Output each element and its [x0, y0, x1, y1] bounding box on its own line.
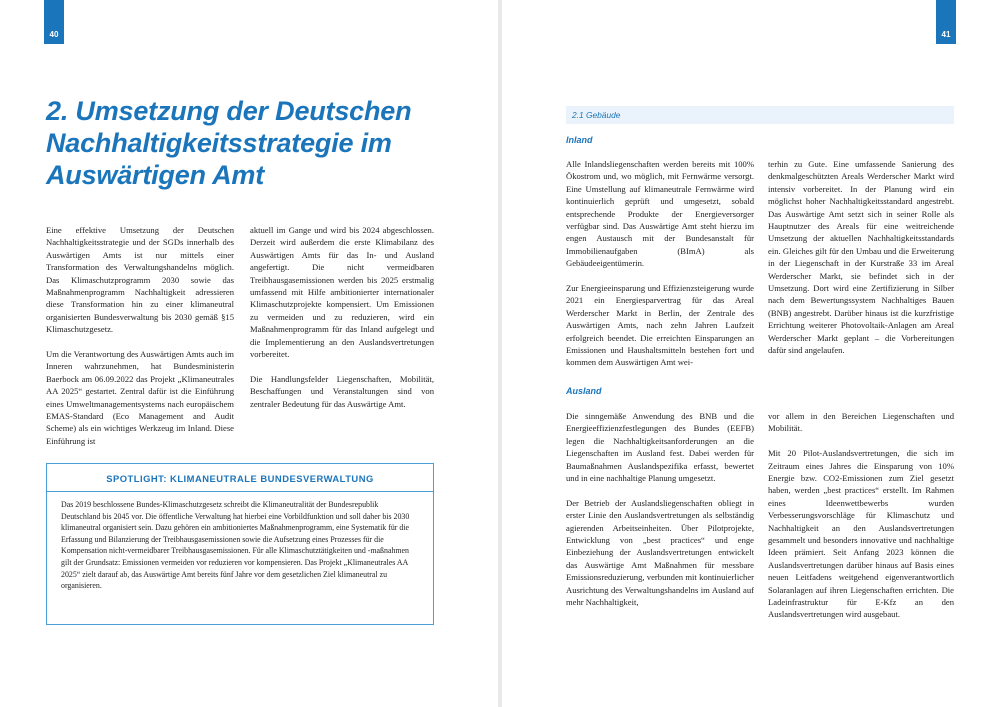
subheading-inland: Inland: [566, 135, 593, 145]
section-heading-bar: [566, 106, 954, 124]
paragraph: Um die Verantwortung des Auswärtigen Amts auch im Inneren wahrzunehmen, hat Bundesministerin Baerbock am 06.09.2022 das Projekt „Klimaneutrales AA 2025“ gestartet. Zentral dafür ist die Einführung eines Umweltmanagementsystems nach europäischem EMAS-Standard (Eco Management and Audit Scheme) als ein wichtiges Werkzeug im Inland. Diese Einführung ist: [46, 349, 234, 446]
section-heading: 2.1 Gebäude: [572, 110, 621, 120]
subheading-ausland: Ausland: [566, 386, 602, 396]
left-column-2: [250, 224, 434, 410]
paragraph: Eine effektive Umsetzung der Deutschen Nachhaltigkeitsstrategie und der SGDs innerhalb des Auswärtigen Amts ist nur mittels einer Transformation des Verwaltungshandelns möglich. Das Klimaschutzprogramm 2030 sowie das Maßnahmenprogramm Nachhaltigkeit adressieren diese Transformation hin zu einer klimaneutral organisierten Bundesverwaltung bis 2030 gemäß §15 Klimaschutzgesetz.: [46, 225, 234, 335]
spotlight-divider: [47, 491, 433, 492]
spotlight-body: Das 2019 beschlossene Bundes-Klimaschutzgesetz schreibt die Klimaneutralität der Bundesrepublik Deutschland bis 2045 vor. Die öffentliche Verwaltung hat hierbei eine Vorbildfunktion und soll daher bis 2030 klimaneutral organisiert sein. Dazu gehören ein ambitioniertes Maßnahmenprogramm, eine Systematik für die Erfassung und Bilanzierung der Treibhausgasemissionen sowie die Aufsetzung eines Prozesses für die Kompensation nicht-vermeidbarer Treibhausgasemissionen. Für alle Klimaschutztätigkeiten und -maßnahmen gilt der Grundsatz: Emissionen vermeiden vor reduzieren vor kompensieren. Das Projekt „Klimaneutrales AA 2025“ zielt darauf ab, das Auswärtige Amt bereits fünf Jahre vor dem gesetzlichen Ziel klimaneutral zu organisieren.: [61, 500, 410, 591]
paragraph: terhin zu Gute. Eine umfassende Sanierung des denkmalgeschützten Areals Werderscher Markt wird intensiv vorbereitet. In der Planung wird ein möglichst hoher Nachhaltigkeitsstandard angestrebt. Das Auswärtige Amt setzt sich in seiner Rolle als Hauptnutzer des Areals für eine weitreichende Umsetzung der aktuellen Nachhaltigkeitsstandards ein. Gleiches gilt für den Umbau und die Erweiterung in der Liegenschaft in der Kurstraße 33 im Areal Werderscher Markt, sie befindet sich in der Umsetzung. Dort wird eine Zertifizierung in Silber nach dem Bewertungssystem Nachhaltiges Bauen (BNB) angestrebt. Darüber hinaus ist die kurzfristige Errichtung weiterer Photovoltaik-Anlagen am Areal Werderscher Markt geplant – die Vorbereitungen dafür sind angelaufen.: [768, 159, 954, 356]
spotlight-box: [46, 463, 434, 625]
page-number-right: 41: [936, 0, 956, 44]
page-number-left: 40: [44, 0, 64, 44]
chapter-title: 2. Umsetzung der Deutschen Nachhaltigkeitsstrategie im Auswärtigen Amt: [46, 96, 412, 190]
spotlight-title: SPOTLIGHT: KLIMANEUTRALE BUNDESVERWALTUNG: [106, 473, 374, 484]
paragraph: Der Betrieb der Auslandsliegenschaften obliegt in erster Linie den Auslandsvertretungen als selbständig agierenden Arbeitseinheiten. Über Pilotprojekte, Entwicklung von „best practices“ und enge Einbeziehung der Auslandsvertretungen entwickelt das Auswärtige Amt Maßnahmen für messbare Emissionsreduzierung, verbunden mit kontinuierlicher Ausrichtung des Verwaltungshandelns im Ausland auf mehr Nachhaltigkeit,: [566, 497, 754, 608]
paragraph: Die sinngemäße Anwendung des BNB und die Energieeffizienzfestlegungen des Bundes (EEFB) legen die Nachhaltigkeitsanforderungen an die Liegenschaften im Ausland fest. Dabei werden für Baumaßnahmen Auslandspezifika erfasst, bewertet und in eine nachhaltige Planung umgesetzt.: [566, 411, 754, 484]
paragraph: Die Handlungsfelder Liegenschaften, Mobilität, Beschaffungen und Veranstaltungen sind von zentraler Bedeutung für das Auswärtige Amt.: [250, 373, 434, 409]
inland-column-1: [566, 158, 754, 369]
paragraph: vor allem in den Bereichen Liegenschaften und Mobilität.: [768, 411, 954, 434]
left-column-1: [46, 224, 234, 447]
ausland-column-1: [566, 410, 754, 608]
ausland-column-2: [768, 410, 954, 621]
paragraph: Mit 20 Pilot-Auslandsvertretungen, die sich im Zeitraum eines Jahres die Einsparung von 10% Energie bzw. CO2-Emissionen zum Ziel gesetzt haben, werden „best practices“ erstellt. Im Rahmen eines Ideenwettbewerbs wurden Verbesserungsvorschläge für Klimaschutz und Nachhaltigkeit an den Auslandsvertretungen gesammelt und besonders innovative und nachhaltige Ideen prämiert. Seit Anfang 2023 können die Auslandsvertretungen darüber hinaus auf Basis eines neuen Leitfadens weitgehend eigenverantwortlich Solaranlagen auf ihren Liegenschaften errichten. Die Ladeinfrastruktur für E-Kfz an den Auslandsvertretungen wird ausgebaut.: [768, 448, 954, 620]
right-page: [502, 0, 1000, 707]
paragraph: Alle Inlandsliegenschaften werden bereits mit 100% Ökostrom und, wo möglich, mit Fernwärme versorgt. Eine Umstellung auf klimaneutrale Fernwärme wird kontinuierlich geprüft und umgesetzt, sobald entsprechende Produkte der Energieversorger verfügbar sind. Das Auswärtige Amt steht hierzu im engen Austausch mit der Bundesanstalt für Immobilienaufgaben (BImA) als Gebäudeeigentümerin.: [566, 159, 754, 269]
paragraph: aktuell im Gange und wird bis 2024 abgeschlossen. Derzeit wird außerdem die erste Klimabilanz des Auswärtigen Amts für das In- und Ausland angefertigt. Die nicht vermeidbaren Treibhausgasemissionen werden bis 2025 erstmalig umfassend mit Hilfe ambitionierter internationaler Klimaschutzprojekte kompensiert. Um Emissionen zu vermeiden und zu reduzieren, wird ein Maßnahmenprogramm für das Inland aufgelegt und die Implementierung an den Auslandsvertretungen vorbereitet.: [250, 225, 434, 360]
paragraph: Zur Energieeinsparung und Effizienzsteigerung wurde 2021 ein Energiesparvertrag für das Areal Werderscher Markt in Berlin, der Zentrale des Auswärtigen Amts, nach zehn Jahren Laufzeit erfolgreich beendet. Die erreichten Einsparungen an Emissionen und Haushaltsmitteln bestehen fort und kommen dem Auswärtigen Amt wei-: [566, 283, 754, 368]
left-page: [0, 0, 498, 707]
inland-column-2: [768, 158, 954, 357]
